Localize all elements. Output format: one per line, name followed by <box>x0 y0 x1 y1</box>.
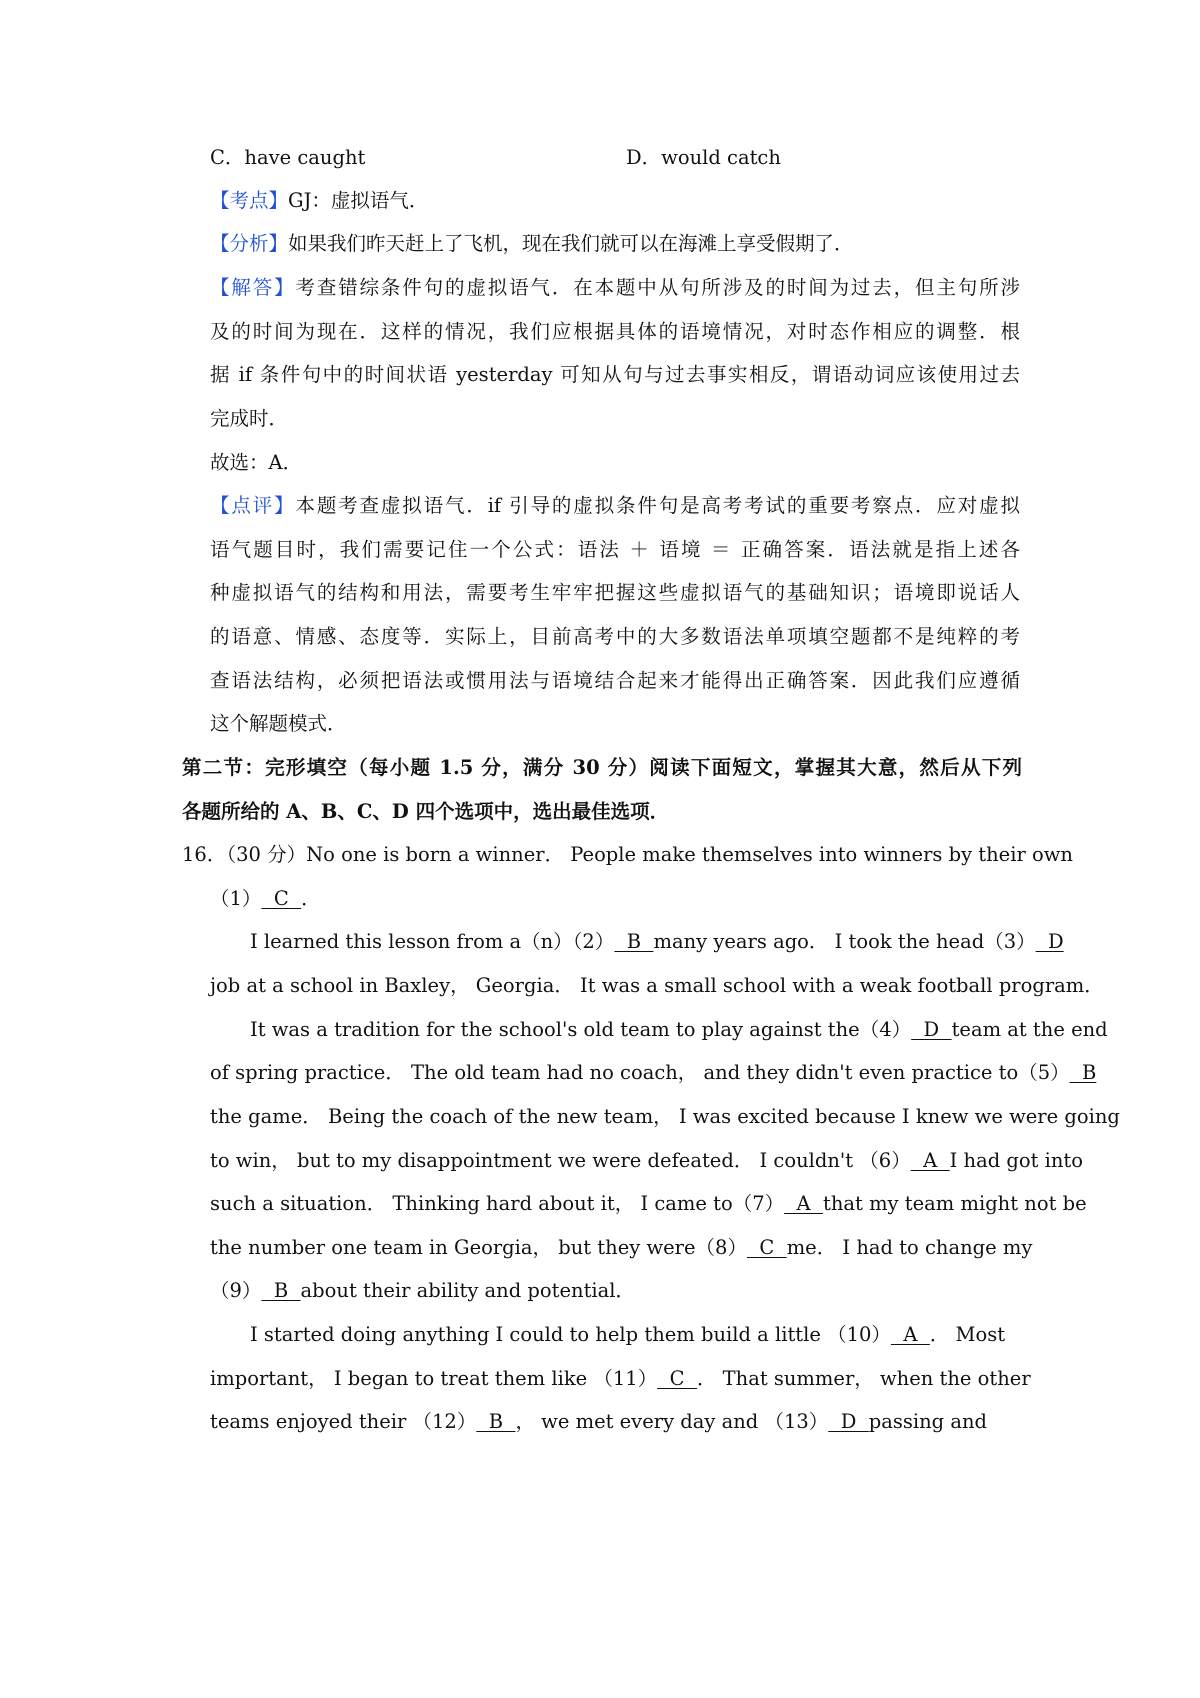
para3-text-3c: passing and <box>868 1410 988 1433</box>
para2-text-3: the game． Being the coach of the new team， I was excited because I knew we were going <box>210 1105 1120 1128</box>
answer-3: D <box>1035 930 1064 953</box>
para3-text-2a: important， I began to treat them like （11） <box>210 1367 658 1390</box>
para2-text-4b: I had got into <box>949 1149 1084 1172</box>
para3-text-3b: ， we met every day and （13） <box>515 1410 829 1433</box>
option-row <box>210 146 365 170</box>
para2-text-6a: the number one team in Georgia， but they were（8） <box>210 1236 747 1259</box>
para2-text-7a: （9） <box>210 1279 262 1302</box>
jieda-line-4 <box>210 407 288 431</box>
fenxi-text: 如果我们昨天赶上了飞机，现在我们就可以在海滩上享受假期了． <box>288 232 854 255</box>
section-heading-line-1 <box>182 756 1022 780</box>
kaodian-line <box>210 189 428 213</box>
para2-line-2 <box>210 1061 1096 1085</box>
kaodian-text: GJ：虚拟语气． <box>288 189 429 212</box>
para1-text-a: I learned this lesson from a（n）（2） <box>250 930 615 953</box>
jieda-tag: 【解答】 <box>210 276 296 299</box>
answer-11: C <box>657 1367 697 1390</box>
option-c: C．have caught <box>210 146 366 169</box>
para2-text-2: of spring practice． The old team had no coach， and they didn't even practice to（5） <box>210 1061 1070 1084</box>
jieda-line-3 <box>210 363 1020 387</box>
section-heading-line-2: 各题所给的 A、B、C、D 四个选项中，选出最佳选项． <box>182 800 670 823</box>
answer-13: D <box>828 1410 869 1433</box>
answer-5: B <box>1069 1061 1097 1084</box>
para3-text-1a: I started doing anything I could to help them build a little （10） <box>250 1323 891 1346</box>
jieda-text-4: 完成时． <box>210 407 289 430</box>
answer-2: B <box>614 930 654 953</box>
dianping-text-2: 语气题目时，我们需要记住一个公式：语法 ＋ 语境 ＝ 正确答案．语法就是指上述各 <box>210 538 1020 561</box>
para2-text-a: It was a tradition for the school's old team to play against the（4） <box>250 1018 912 1041</box>
answer-6: A <box>910 1149 950 1172</box>
para3-text-3a: teams enjoyed their （12） <box>210 1410 477 1433</box>
dianping-line-6 <box>210 712 347 736</box>
para1-line-2: job at a school in Baxley， Georgia． It was a small school with a weak football program． <box>210 974 1104 997</box>
answer-1: C <box>261 887 302 910</box>
dianping-line-1 <box>210 494 1020 518</box>
answer-4: D <box>911 1018 952 1041</box>
para2-text-7b: about their ability and potential． <box>300 1279 636 1302</box>
para2-line-5 <box>210 1192 1087 1216</box>
para2-text-6b: me． I had to change my <box>786 1236 1033 1259</box>
dianping-line-2 <box>210 538 1020 562</box>
jieda-text-3: 据 if 条件句中的时间状语 yesterday 可知从句与过去事实相反，谓语动词应该使用过去 <box>210 363 1020 386</box>
para3-line-3 <box>210 1410 987 1434</box>
jieda-text-1: 考查错综条件句的虚拟语气．在本题中从句所涉及的时间为过去，但主句所涉 <box>295 276 1020 299</box>
dianping-tag: 【点评】 <box>210 494 296 517</box>
para2-line-6 <box>210 1236 1032 1260</box>
para3-text-1b: ． Most <box>929 1323 1006 1346</box>
answer-8: C <box>746 1236 787 1259</box>
jieda-line-1 <box>210 276 1020 300</box>
kaodian-tag: 【考点】 <box>210 189 289 212</box>
dianping-text-4: 的语意、情感、态度等．实际上，目前高考中的大多数语法单项填空题都不是纯粹的考 <box>210 625 1020 648</box>
dianping-line-5 <box>210 669 1020 693</box>
option-d: D．would catch <box>626 146 781 169</box>
para1-line-1 <box>250 930 1064 954</box>
blank-number: （1） <box>210 887 262 910</box>
fenxi-tag: 【分析】 <box>210 232 289 255</box>
fenxi-line <box>210 232 854 256</box>
para2-line-3 <box>210 1105 1120 1129</box>
question-16-line-1 <box>182 843 1073 867</box>
answer-10: A <box>890 1323 930 1346</box>
para2-line-7 <box>210 1279 635 1303</box>
para1-text-b: many years ago． I took the head（3） <box>653 930 1036 953</box>
dianping-text-3: 种虚拟语气的结构和用法，需要考生牢牢把握这些虚拟语气的基础知识；语境即说话人 <box>210 581 1020 604</box>
dianping-line-4 <box>210 625 1020 649</box>
guxuan-line: 故选：A． <box>210 451 303 474</box>
answer-7: A <box>784 1192 824 1215</box>
question-blank-1-line <box>210 887 321 911</box>
para2-text-b: team at the end <box>951 1018 1108 1041</box>
answer-12: B <box>476 1410 516 1433</box>
dianping-text-6: 这个解题模式． <box>210 712 347 735</box>
dianping-line-3 <box>210 581 1020 605</box>
para2-text-5b: that my team might not be <box>823 1192 1087 1215</box>
para2-text-5a: such a situation． Thinking hard about it， I came to（7） <box>210 1192 785 1215</box>
section-heading-text-1: 第二节：完形填空（每小题 1.5 分，满分 30 分）阅读下面短文，掌握其大意，然后从下列 <box>182 756 1022 779</box>
para2-line-4 <box>210 1149 1083 1173</box>
para2-text-4a: to win， but to my disappointment we were defeated． I couldn't （6） <box>210 1149 911 1172</box>
answer-9: B <box>261 1279 301 1302</box>
jieda-line-2 <box>210 320 1020 344</box>
question-16-text: 16．（30 分）No one is born a winner． People make themselves into winners by their own <box>182 843 1073 866</box>
para2-line-1 <box>250 1018 1108 1042</box>
dianping-text-5: 查语法结构，必须把语法或惯用法与语境结合起来才能得出正确答案．因此我们应遵循 <box>210 669 1020 692</box>
para3-text-2b: ． That summer， when the other <box>696 1367 1031 1390</box>
dianping-text-1: 本题考查虚拟语气．if 引导的虚拟条件句是高考考试的重要考察点．应对虚拟 <box>295 494 1020 517</box>
period: ． <box>301 887 321 910</box>
para3-line-2 <box>210 1367 1031 1391</box>
jieda-text-2: 及的时间为现在．这样的情况，我们应根据具体的语境情况，对时态作相应的调整．根 <box>210 320 1020 343</box>
para3-line-1 <box>250 1323 1005 1347</box>
